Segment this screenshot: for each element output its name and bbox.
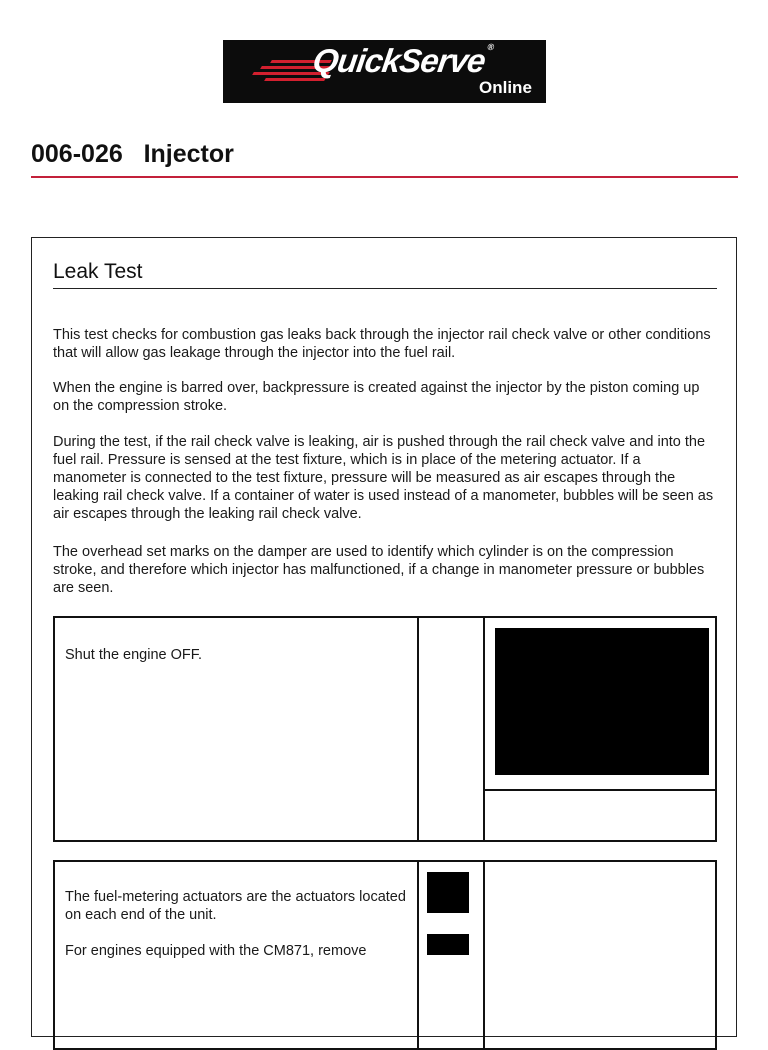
paragraph: When the engine is barred over, backpressure is created against the injector by the piston coming up on the compression stroke. xyxy=(53,380,700,414)
step-text-cell xyxy=(55,618,419,840)
step-text: For engines equipped with the CM871, remove xyxy=(65,943,367,959)
section-divider xyxy=(53,288,717,289)
step-text-cell xyxy=(55,862,419,1048)
section-title: Leak Test xyxy=(53,260,143,283)
logo-online: Online xyxy=(479,78,532,97)
procedure-step xyxy=(53,860,717,1050)
step-icon-cell xyxy=(417,618,485,840)
step-image xyxy=(495,628,709,775)
title-divider xyxy=(31,176,738,178)
procedure-step xyxy=(53,616,717,842)
leak-test-panel xyxy=(31,237,737,1037)
step-image-cell xyxy=(485,618,715,840)
note-icon xyxy=(427,934,469,955)
step-text: Shut the engine OFF. xyxy=(65,647,203,663)
logo-brand: QuickServe® xyxy=(310,42,494,79)
image-caption-divider xyxy=(485,789,715,791)
step-icon-cell xyxy=(417,862,485,1048)
step-text: The fuel-metering actuators are the actuators located on each end of the unit. xyxy=(65,889,406,923)
paragraph: The overhead set marks on the damper are used to identify which cylinder is on the compression stroke, and therefore which injector has malfunctioned, if a change in manometer pressure or bubbles are seen. xyxy=(53,544,705,596)
quickserve-online-logo xyxy=(223,40,546,103)
paragraph: During the test, if the rail check valve is leaking, air is pushed through the rail check valve and into the fuel rail. Pressure is sensed at the test fixture, which is in place of the metering actuator. If a manometer is connected to the test fixture, pressure will be measured as air escapes through the leaking rail check valve. If a container of water is used instead of a manometer, bubbles will be seen as air escapes through the leaking rail check valve. xyxy=(53,434,714,522)
paragraph: This test checks for combustion gas leaks back through the injector rail check valve or other conditions that will allow gas leakage through the injector into the fuel rail. xyxy=(53,327,711,361)
warning-icon xyxy=(427,872,469,913)
page-title: 006-026 Injector xyxy=(31,140,234,168)
step-image-cell xyxy=(485,862,715,1048)
